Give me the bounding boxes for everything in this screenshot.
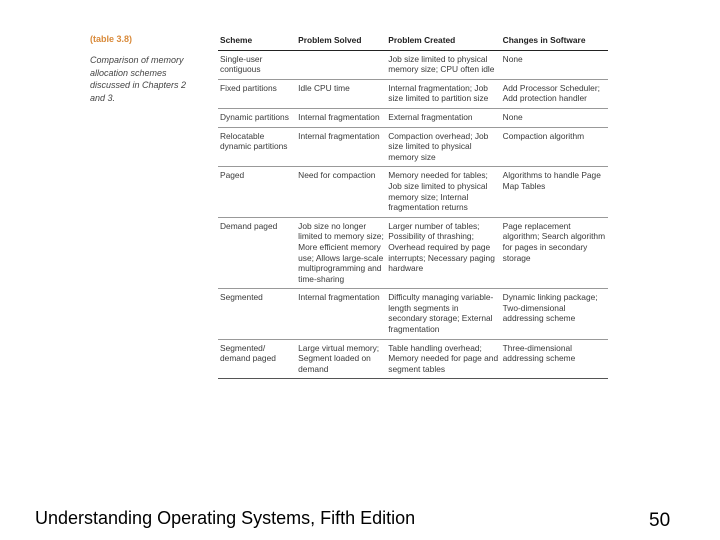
- cell-problem-solved: Internal fragmentation: [296, 127, 386, 167]
- table-row: [218, 108, 608, 127]
- table-row: [218, 167, 608, 217]
- cell-scheme: Dynamic partitions: [218, 108, 296, 127]
- page-number: 50: [649, 510, 671, 531]
- table-row: [218, 217, 608, 289]
- cell-scheme: Single-user contiguous: [218, 50, 296, 79]
- cell-problem-created: Table handling overhead; Memory needed for page and segment tables: [386, 339, 500, 379]
- cell-problem-solved: Job size no longer limited to memory size; More efficient memory use; Allows large-scale multiprogramming and time-sharing: [296, 217, 386, 289]
- cell-scheme: Segmented: [218, 289, 296, 339]
- cell-scheme: Demand paged: [218, 217, 296, 289]
- table-row: [218, 79, 608, 108]
- memory-allocation-comparison-table: [218, 34, 608, 379]
- cell-problem-created: Internal fragmentation; Job size limited to partition size: [386, 79, 500, 108]
- cell-changes-in-software: Dynamic linking package; Two-dimensional addressing scheme: [501, 289, 608, 339]
- cell-problem-created: Compaction overhead; Job size limited to physical memory size: [386, 127, 500, 167]
- header-problem-solved: Problem Solved: [296, 34, 386, 50]
- cell-scheme: Paged: [218, 167, 296, 217]
- cell-changes-in-software: None: [501, 108, 608, 127]
- table-row: [218, 50, 608, 79]
- table-row: [218, 127, 608, 167]
- cell-problem-solved: [296, 50, 386, 79]
- cell-scheme: Relocatable dynamic partitions: [218, 127, 296, 167]
- cell-problem-solved: Internal fragmentation: [296, 289, 386, 339]
- cell-changes-in-software: Algorithms to handle Page Map Tables: [501, 167, 608, 217]
- cell-problem-created: Memory needed for tables; Job size limited to physical memory size; Internal fragmentation returns: [386, 167, 500, 217]
- cell-problem-solved: Large virtual memory; Segment loaded on demand: [296, 339, 386, 379]
- cell-changes-in-software: None: [501, 50, 608, 79]
- cell-scheme: Fixed partitions: [218, 79, 296, 108]
- cell-changes-in-software: Three-dimensional addressing scheme: [501, 339, 608, 379]
- table-row: [218, 289, 608, 339]
- cell-problem-solved: Need for compaction: [296, 167, 386, 217]
- cell-problem-solved: Idle CPU time: [296, 79, 386, 108]
- cell-changes-in-software: Add Processor Scheduler; Add protection handler: [501, 79, 608, 108]
- cell-problem-created: External fragmentation: [386, 108, 500, 127]
- table-caption-label: (table 3.8): [90, 34, 133, 44]
- cell-problem-solved: Internal fragmentation: [296, 108, 386, 127]
- table-caption-text: Comparison of memory allocation schemes discussed in Chapters 2 and 3.: [90, 55, 187, 103]
- table-header-row: [218, 34, 608, 50]
- cell-changes-in-software: Page replacement algorithm; Search algorithm for pages in secondary storage: [501, 217, 608, 289]
- cell-problem-created: Job size limited to physical memory size; CPU often idle: [386, 50, 500, 79]
- cell-problem-created: Larger number of tables; Possibility of thrashing; Overhead required by page interrupts; Necessary paging hardware: [386, 217, 500, 289]
- cell-scheme: Segmented/ demand paged: [218, 339, 296, 379]
- header-changes-in-software: Changes in Software: [501, 34, 608, 50]
- cell-problem-created: Difficulty managing variable-length segments in secondary storage; External fragmentation: [386, 289, 500, 339]
- header-scheme: Scheme: [218, 34, 296, 50]
- cell-changes-in-software: Compaction algorithm: [501, 127, 608, 167]
- slide-footer-title: Understanding Operating Systems, Fifth Edition: [35, 508, 416, 528]
- table-row: [218, 339, 608, 379]
- header-problem-created: Problem Created: [386, 34, 500, 50]
